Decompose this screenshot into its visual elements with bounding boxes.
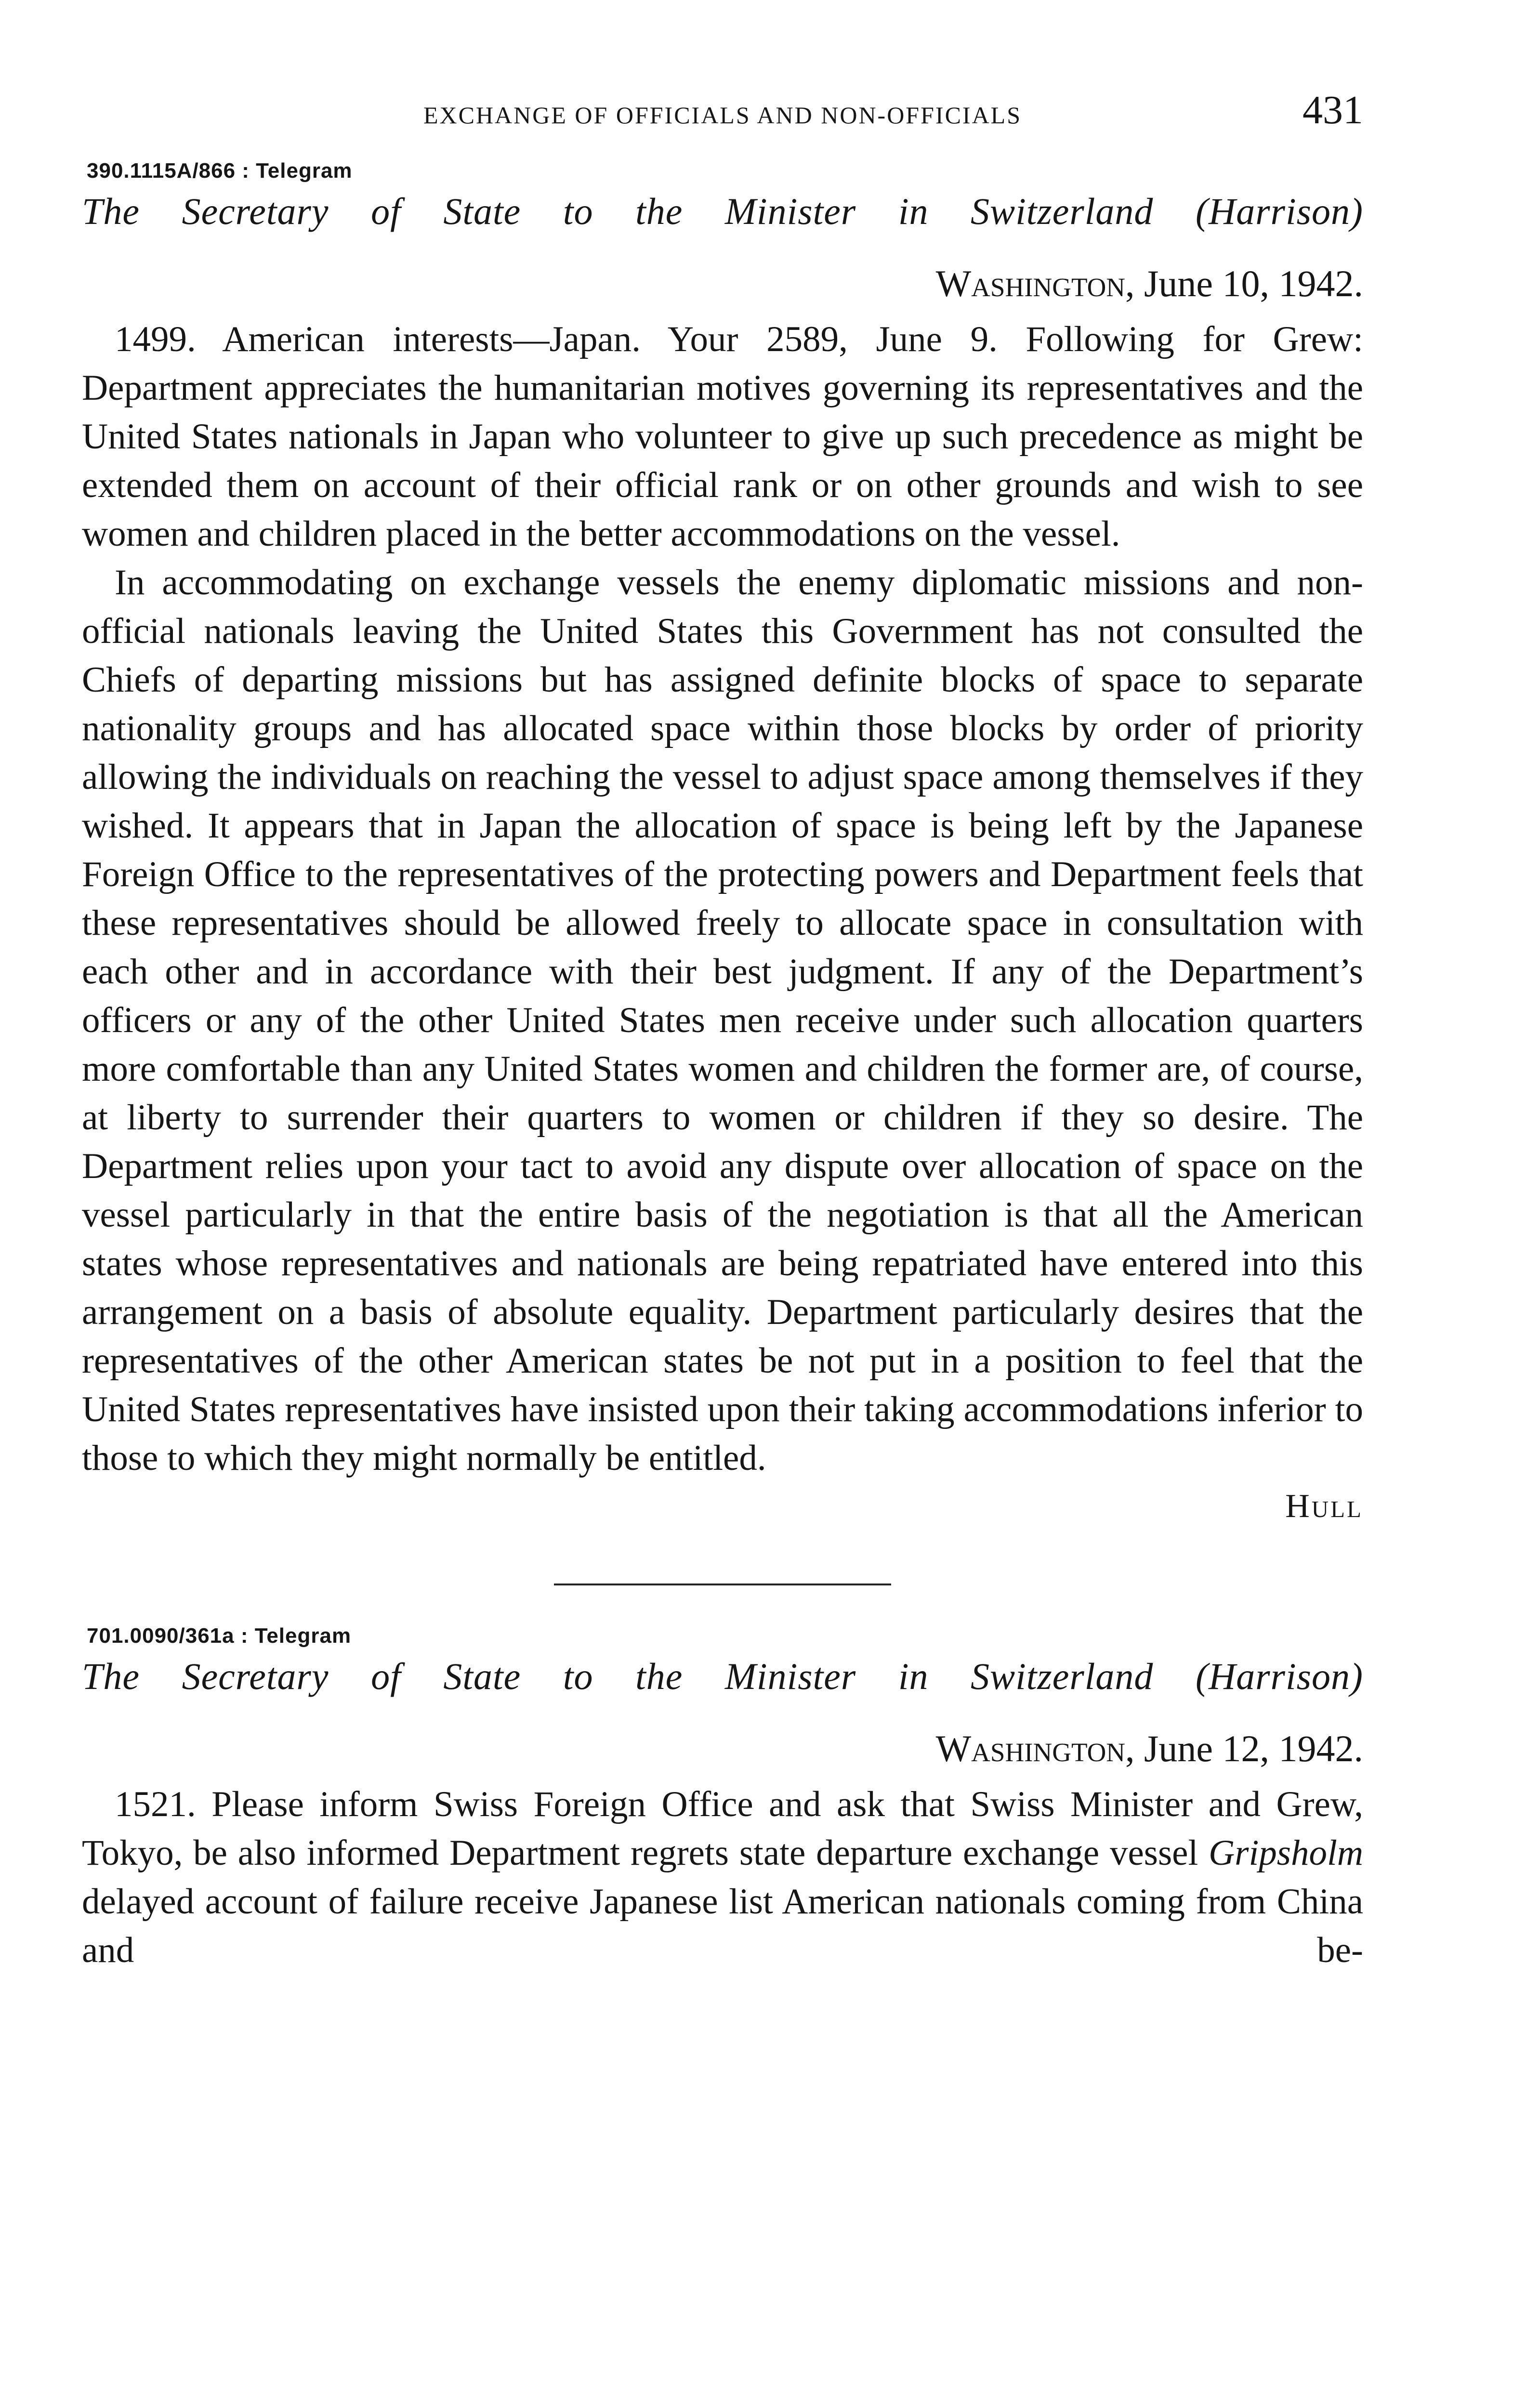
running-header bbox=[82, 87, 1363, 159]
section-divider bbox=[554, 1584, 891, 1585]
vessel-name: Gripsholm bbox=[1209, 1833, 1363, 1873]
document-page bbox=[82, 87, 1363, 1975]
file-reference: 390.1115A/866 : Telegram bbox=[87, 159, 353, 183]
page-number: 431 bbox=[1302, 88, 1363, 132]
paragraph-text-end: delayed account of failure receive Japanese list American nationals coming from China and be- bbox=[82, 1882, 1363, 1970]
body-paragraph: In accommodating on exchange vessels the enemy diplomatic missions and non-official nationals leaving the United States this Government has not consulted the Chiefs of departing missions but has assigned definite blocks of space to separate nationality groups and has allocated space within those blocks by order of priority allowing the individuals on reaching the vessel to adjust space among themselves if they wished. It appears that in Japan the allocation of space is being left by the Japanese Foreign Office to the representatives of the protecting powers and Department feels that these representatives should be allowed freely to allocate space in consultation with each other and in accordance with their best judgment. If any of the Department’s officers or any of the other United States men receive under such allocation quarters more comfortable than any United States women and children the former are, of course, at liberty to surrender their quarters to women or children if they so desire. The Department relies upon your tact to avoid any dispute over allocation of space on the vessel particularly in that the entire basis of the negotiation is that all the American states whose representatives and nationals are being repatriated have entered into this arrangement on a basis of absolute equality. Department particularly desires that the representatives of the other American states be not put in a position to feel that the United States representatives have insisted upon their taking accommodations inferior to those to which they might normally be entitled. bbox=[82, 563, 1363, 1478]
dateline-date: June 10, 1942. bbox=[1144, 262, 1363, 304]
file-reference: 701.0090/361a : Telegram bbox=[87, 1624, 352, 1648]
dateline-place: Washington, bbox=[935, 1727, 1135, 1769]
telegram-1 bbox=[82, 159, 1363, 1526]
running-title: EXCHANGE OF OFFICIALS AND NON-OFFICIALS bbox=[423, 102, 1022, 129]
body-paragraph bbox=[82, 1780, 1363, 1975]
document-heading: The Secretary of State to the Minister in Switzerland (Harrison) bbox=[82, 190, 1363, 232]
body-paragraph: 1499. American interests—Japan. Your 2589, June 9. Following for Grew: Department appreciates the humanitarian motives governing its representatives and the United States nationals in Japan who volunteer to give up such precedence as might be extended them on account of their official rank or on other grounds and wish to see women and children placed in the better accommodations on the vessel. bbox=[82, 319, 1363, 554]
document-heading: The Secretary of State to the Minister in Switzerland (Harrison) bbox=[82, 1655, 1363, 1697]
dateline-date: June 12, 1942. bbox=[1144, 1727, 1363, 1769]
paragraph-text-start: 1521. Please inform Swiss Foreign Office and ask that Swiss Minister and Grew, Tokyo, be also informed Department regrets state departure exchange vessel bbox=[82, 1784, 1363, 1873]
telegram-2 bbox=[82, 1624, 1363, 1975]
dateline-place: Washington, bbox=[935, 262, 1135, 304]
dateline bbox=[82, 1727, 1363, 1770]
dateline bbox=[82, 262, 1363, 305]
signature: Hull bbox=[1285, 1488, 1363, 1525]
